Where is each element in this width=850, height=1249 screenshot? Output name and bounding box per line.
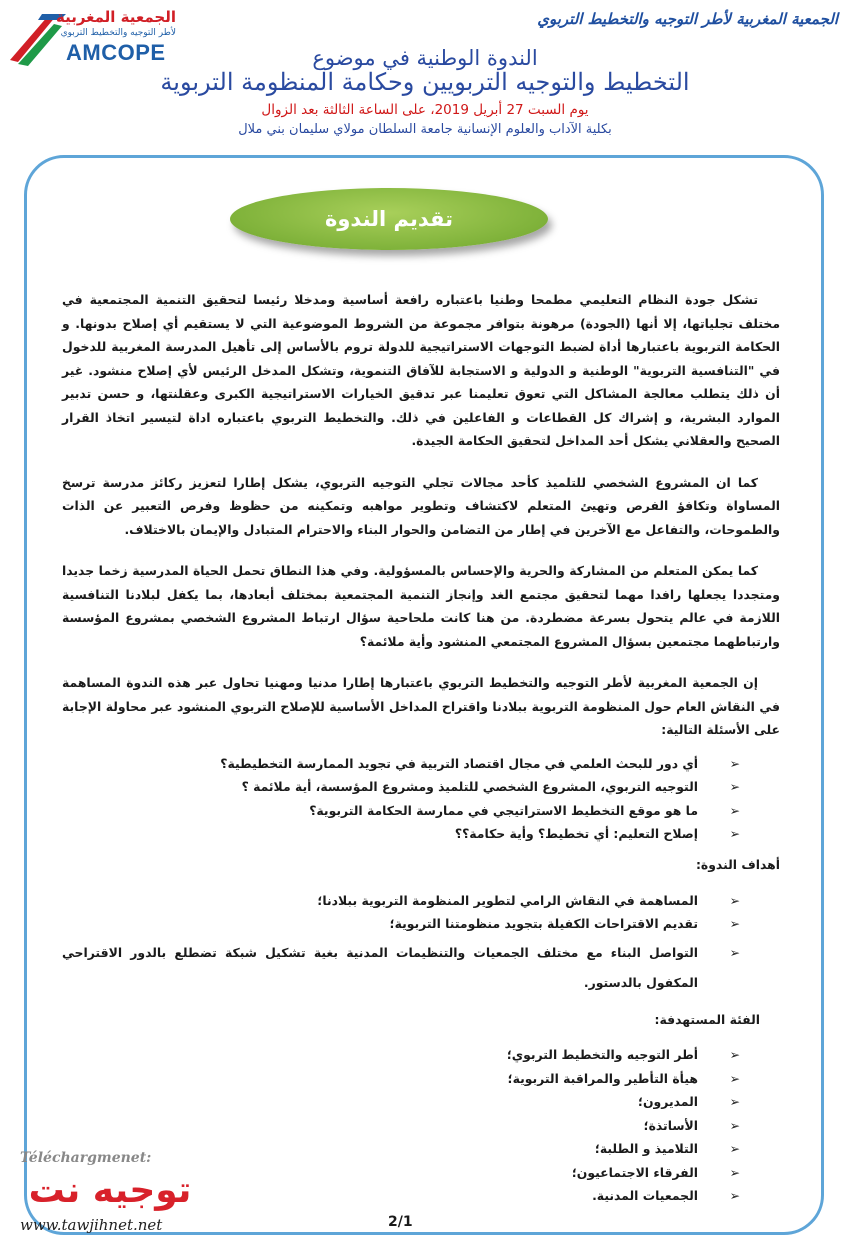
list-item: ➢ تقديم الاقتراحات الكفيلة بتجويد منظومتنا التربوية؛ — [389, 916, 740, 931]
list-item: ➢ أي دور للبحث العلمي في مجال اقتصاد التربية في تجويد الممارسة التخطيطية؟ — [220, 755, 740, 771]
list-item: ➢ التواصل البناء مع مختلف الجمعيات والتنظيمات المدنية بغية تشكيل شبكة تضطلع بالدور الاقتراحي المكفول بالدستور. — [62, 938, 740, 998]
arrow-bullet-icon: ➢ — [729, 1164, 740, 1180]
document-body — [62, 288, 780, 1213]
logo-arabic-name: الجمعية المغربية — [55, 8, 176, 26]
logo-arabic-subtitle: لأطر التوجيه والتخطيط التربوي — [60, 28, 176, 38]
event-date: يوم السبت 27 أبريل 2019، على الساعة الثالثة بعد الزوال — [261, 102, 589, 118]
goals-heading: أهداف الندوة: — [695, 857, 780, 872]
list-item: ➢ الجمعيات المدنية. — [592, 1188, 740, 1203]
paragraph-personal-project: كما ان المشروع الشخصي للتلميذ كأحد مجالات تجلي التوجيه التربوي، يشكل إطارا لتعزيز ركائز مدرسة ترسخ المساواة وتكافؤ الفرص وتهيئ المتعلم لاكتشاف وتطوير مواهبه وتمكينه من حظوظ وفرص التعبير عن الذات والطموحات، والتفاعل مع الآخرين في إطار من التضامن والحوار البناء والاحترام المتبادل والإيمان بالاختلاف. — [62, 474, 780, 537]
arrow-bullet-icon: ➢ — [729, 1047, 740, 1062]
list-item: ➢ إصلاح التعليم: أي تخطيط؟ وأية حكامة؟؟ — [454, 826, 740, 841]
list-item: ➢ الفرقاء الاجتماعيون؛ — [571, 1164, 740, 1180]
arrow-bullet-icon: ➢ — [729, 755, 740, 771]
arrow-bullet-icon: ➢ — [729, 1070, 740, 1086]
paragraph-school-life: كما يمكن المتعلم من المشاركة والحرية والإحساس بالمسؤولية. وفي هذا النطاق تحمل الحياة المدرسية زخما جديدا ومتجددا يجعلها رافدا مهما لتحقيق مجتمع الغد وإنجاز التنمية المجتمعية بمختلف أبعادها، بما يكفل لبلادنا التنافسية اللازمة في عالم يتحول بسرعة مضطردة. من هنا كانت ملحاحية سؤال ارتباط المشروع الشخصي بمشروع المؤسسة وارتباطهما مجتمعين بسؤال المشروع المجتمعي المنشود وأية ملائمة؟ — [62, 563, 780, 649]
target-heading: الفئة المستهدفة: — [654, 1011, 760, 1027]
arrow-bullet-icon: ➢ — [729, 1188, 740, 1203]
paragraph-intro: تشكل جودة النظام التعليمي مطمحا وطنيا باعتباره رافعة أساسية ومدخلا رئيسا لتحقيق التنمية المجتمعية في مختلف تجلياتها، إلا أنها (الجودة) مرهونة بتوافر مجموعة من الشروط الموضوعية التي لا يستقيم أي إصلاح بدونها. و الحكامة التربوية باعتبارها أداة لضبط التوجهات الاستراتيجية للدولة تروم بالأساس إلى تأهيل المدرسة المغربية للدخول في "التنافسية التربوية" الوطنية و الدولية و الاستجابة للآفاق التنموية، وتشكل المدخل الرئيس لأي إصلاح منشود. غير أن ذلك يتطلب معالجة المشاكل التي تعوق تعليمنا عبر تدقيق الخيارات الاستراتيجية الكبرى وعقلنتها، و حسن تدبير الموارد البشرية، و إشراك كل القطاعات و الفاعلين في ذلك. والتخطيط التربوي باعتباره اداة لتيسير اتخاذ القرار الصحيح والعقلاني يشكل أحد المداخل لتحقيق الحكامة الجيدة. — [62, 292, 780, 448]
page-number: 2/1 — [388, 1214, 413, 1230]
arrow-bullet-icon: ➢ — [729, 1117, 740, 1133]
questions-list — [62, 754, 780, 844]
arrow-bullet-icon: ➢ — [729, 944, 740, 960]
event-venue: بكلية الآداب والعلوم الإنسانية جامعة السلطان مولاي سليمان بني ملال — [238, 122, 612, 137]
list-item: ➢ هيأة التأطير والمراقبة التربوية؛ — [507, 1070, 740, 1086]
arrow-bullet-icon: ➢ — [729, 779, 740, 794]
association-name: الجمعية المغربية لأطر التوجيه والتخطيط التربوي — [537, 10, 838, 28]
arrow-bullet-icon: ➢ — [729, 826, 740, 841]
section-title: تقديم الندوة — [324, 207, 454, 231]
list-item: ➢ المديرون؛ — [638, 1094, 740, 1109]
arrow-bullet-icon: ➢ — [729, 802, 740, 818]
download-label: Téléchargmenet: — [20, 1150, 152, 1166]
list-item: ➢ التلاميذ و الطلبة؛ — [594, 1141, 740, 1156]
tawjihnet-logo-text: توجيه نت — [28, 1170, 192, 1211]
arrow-bullet-icon: ➢ — [729, 892, 740, 908]
list-item: ➢ أطر التوجيه والتخطيط التربوي؛ — [506, 1047, 740, 1062]
event-kicker: الندوة الوطنية في موضوع — [312, 46, 538, 70]
list-item: ➢ التوجيه التربوي، المشروع الشخصي للتلميذ ومشروع المؤسسة، أية ملائمة ؟ — [241, 779, 740, 794]
section-title-badge — [230, 188, 548, 250]
tawjihnet-logo — [20, 1170, 200, 1216]
arrow-bullet-icon: ➢ — [729, 916, 740, 931]
goals-list — [62, 891, 780, 998]
list-item: ➢ الأساتذة؛ — [643, 1117, 740, 1133]
event-title: التخطيط والتوجيه التربويين وحكامة المنظومة التربوية — [160, 68, 690, 96]
arrow-bullet-icon: ➢ — [729, 1141, 740, 1156]
arrow-bullet-icon: ➢ — [729, 1094, 740, 1109]
paragraph-association: إن الجمعية المغربية لأطر التوجيه والتخطيط التربوي باعتبارها إطارا مدنيا ومهنيا تحاول عبر هذه الندوة المساهمة في النقاش العام حول المنظومة التربوية ببلادنا واقتراح المداخل الأساسية للإصلاح التربوي المنشود عبر محاولة الإجابة على الأسئلة التالية: — [62, 675, 780, 737]
list-item: ➢ ما هو موقع التخطيط الاستراتيجي في ممارسة الحكامة التربوية؟ — [309, 802, 740, 818]
site-url-link[interactable]: www.tawjihnet.net — [20, 1216, 163, 1234]
list-item: ➢ المساهمة في النقاش الرامي لتطوير المنظومة التربوية ببلادنا؛ — [317, 892, 740, 908]
logo-english-name: AMCOPE — [66, 40, 166, 65]
